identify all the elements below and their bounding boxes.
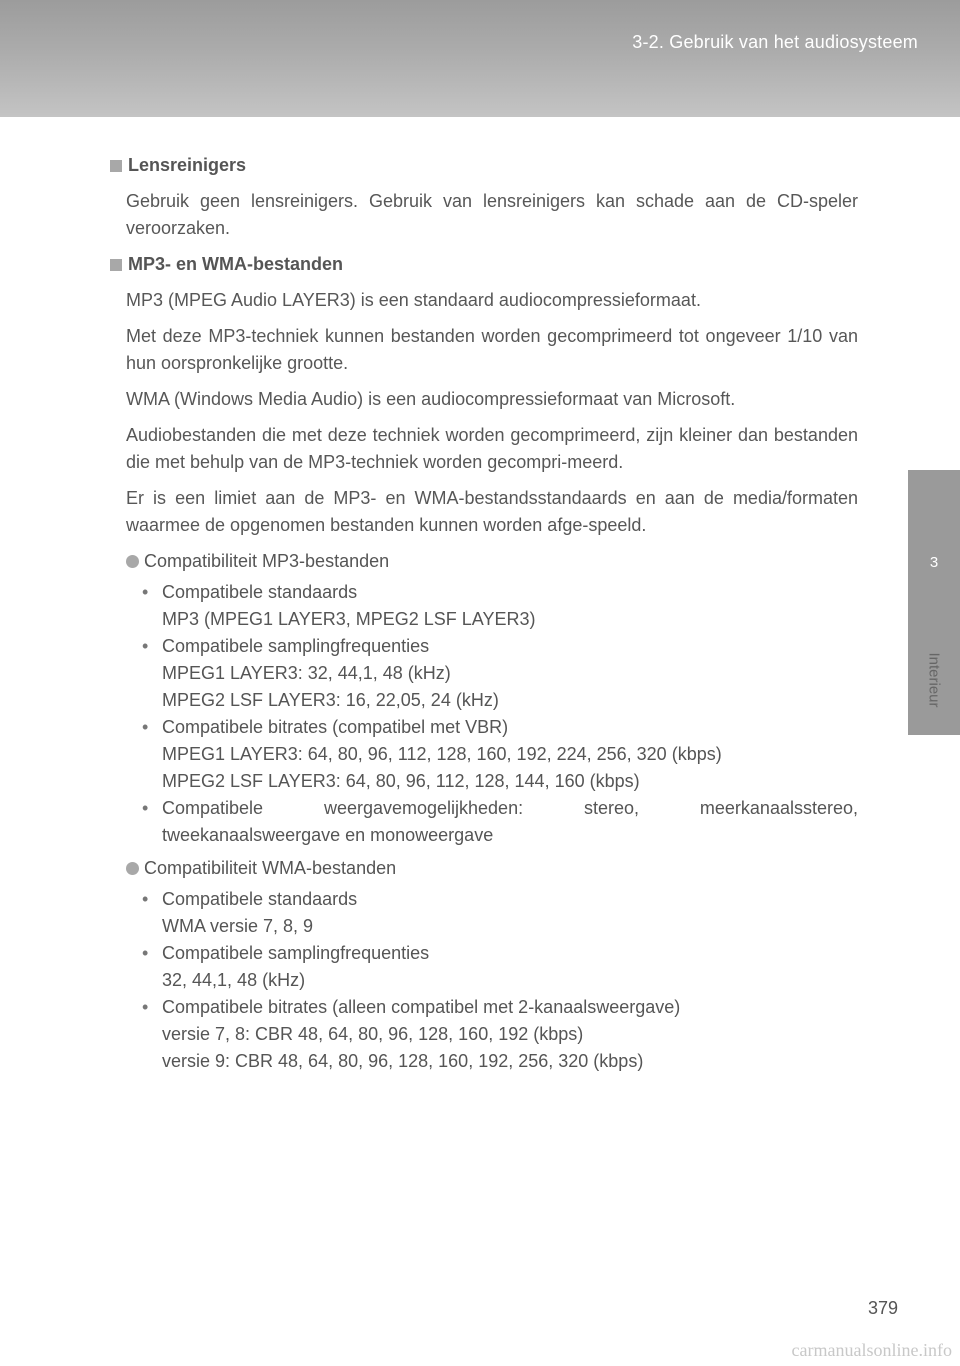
paragraph: Met deze MP3-techniek kunnen bestanden worden gecomprimeerd tot ongeveer 1/10 van hun oorspronkelijke grootte. <box>126 326 858 373</box>
section-heading-text: MP3- en WMA-bestanden <box>128 254 344 274</box>
list-item <box>142 795 858 849</box>
circle-bullet-icon <box>126 555 139 568</box>
list-item-detail: versie 9: CBR 48, 64, 80, 96, 128, 160, 192, 256, 320 (kbps) <box>162 1051 644 1071</box>
page-header <box>0 0 960 117</box>
list-item-title: • Compatibele bitrates (compatibel met VBR) <box>162 717 509 737</box>
paragraph: Gebruik geen lensreinigers. Gebruik van lensreinigers kan schade aan de CD-speler veroorzaken. <box>126 191 858 238</box>
chapter-title: 3-2. Gebruik van het audiosysteem <box>632 32 918 52</box>
list-item-detail: 32, 44,1, 48 (kHz) <box>162 970 306 990</box>
list-item-title: • Compatibele standaards <box>162 582 358 602</box>
section-heading-text: Lensreinigers <box>128 155 247 175</box>
chapter-tab-label: Interieur <box>925 652 943 708</box>
paragraph: MP3 (MPEG Audio LAYER3) is een standaard audiocompressieformaat. <box>126 290 701 310</box>
paragraph: WMA (Windows Media Audio) is een audiocompressieformaat van Microsoft. <box>126 389 736 409</box>
chapter-tab-number: 3 <box>929 554 939 571</box>
paragraph: Er is een limiet aan de MP3- en WMA-bestandsstandaards en aan de media/formaten waarmee de opgenomen bestanden kunnen worden afge-speeld. <box>126 488 858 535</box>
watermark: carmanualsonline.info <box>791 1340 952 1360</box>
page-content <box>108 152 858 1081</box>
list-item <box>142 633 858 714</box>
list-item-title: • Compatibele bitrates (alleen compatibel met 2-kanaalsweergave) <box>162 997 681 1017</box>
list-item-detail: tweekanaalsweergave en monoweergave <box>162 825 494 845</box>
list-item <box>142 714 858 795</box>
list-item <box>142 994 858 1075</box>
list-item-detail: MP3 (MPEG1 LAYER3, MPEG2 LSF LAYER3) <box>162 609 536 629</box>
paragraph: Audiobestanden die met deze techniek worden gecomprimeerd, zijn kleiner dan bestanden die met behulp van de MP3-techniek worden gecompri-meerd. <box>126 425 858 472</box>
list-item-title: • Compatibele samplingfrequenties <box>162 636 430 656</box>
square-bullet-icon <box>110 160 122 172</box>
subsection-heading-mp3-compat <box>126 548 858 575</box>
wma-compat-list <box>142 886 858 1075</box>
section-heading-lens <box>108 152 858 179</box>
square-bullet-icon <box>110 259 122 271</box>
list-item <box>142 886 858 940</box>
page-number: 379 <box>867 1298 898 1318</box>
list-item-title: • Compatibele samplingfrequenties <box>162 943 430 963</box>
list-item-detail: MPEG1 LAYER3: 64, 80, 96, 112, 128, 160, 192, 224, 256, 320 (kbps) <box>162 744 722 764</box>
circle-bullet-icon <box>126 862 139 875</box>
list-item <box>142 940 858 994</box>
subsection-heading-wma-compat <box>126 855 858 882</box>
subsection-heading-text: Compatibiliteit WMA-bestanden <box>144 858 397 878</box>
list-item-detail: MPEG1 LAYER3: 32, 44,1, 48 (kHz) <box>162 663 451 683</box>
list-item <box>142 579 858 633</box>
section-heading-mp3-wma <box>108 251 858 278</box>
list-item-detail: MPEG2 LSF LAYER3: 16, 22,05, 24 (kHz) <box>162 690 499 710</box>
subsection-heading-text: Compatibiliteit MP3-bestanden <box>144 551 390 571</box>
list-item-detail: WMA versie 7, 8, 9 <box>162 916 314 936</box>
list-item-detail: MPEG2 LSF LAYER3: 64, 80, 96, 112, 128, 144, 160 (kbps) <box>162 771 640 791</box>
list-item-title: • Compatibele standaards <box>162 889 358 909</box>
chapter-tab-label-box <box>908 620 960 740</box>
list-item-detail: versie 7, 8: CBR 48, 64, 80, 96, 128, 160, 192 (kbps) <box>162 1024 584 1044</box>
list-item-title: • Compatibele weergavemogelijkheden: stereo, meerkanaalsstereo, <box>162 798 858 818</box>
mp3-compat-list <box>142 579 858 849</box>
